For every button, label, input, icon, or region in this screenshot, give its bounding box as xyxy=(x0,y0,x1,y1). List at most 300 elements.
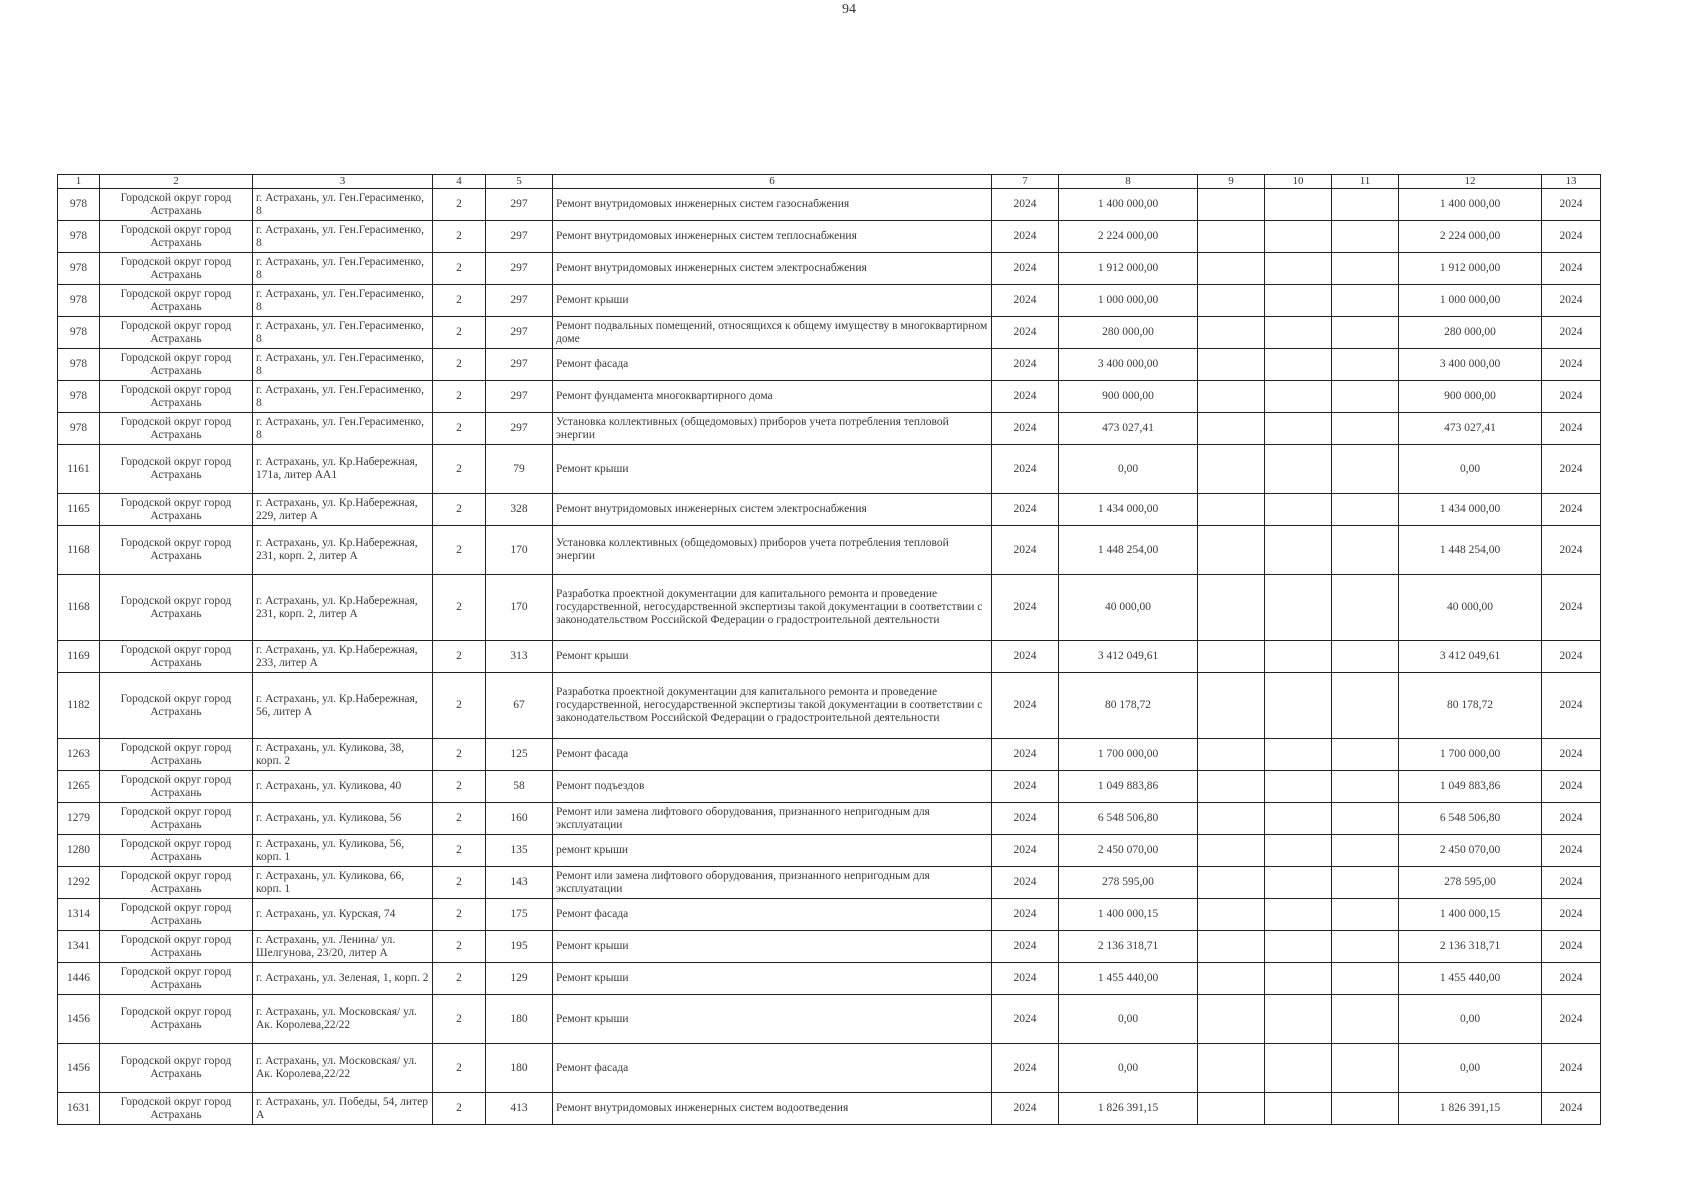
cell-col5: 297 xyxy=(486,381,553,413)
cell-col5: 297 xyxy=(486,221,553,253)
column-number: 1 xyxy=(58,175,100,189)
cell-year: 2024 xyxy=(992,317,1059,349)
cell-work-type: Ремонт подъездов xyxy=(553,771,992,803)
cell-col11 xyxy=(1332,1093,1399,1125)
cell-col11 xyxy=(1332,189,1399,221)
cell-total-cost: 473 027,41 xyxy=(1059,413,1198,445)
cell-municipality: Городской округ город Астрахань xyxy=(100,221,253,253)
cell-address: г. Астрахань, ул. Кр.Набережная, 233, литер А xyxy=(253,641,433,673)
cell-col13: 2024 xyxy=(1542,221,1601,253)
cell-municipality: Городской округ город Астрахань xyxy=(100,835,253,867)
cell-address: г. Астрахань, ул. Ген.Герасименко, 8 xyxy=(253,349,433,381)
cell-col5: 413 xyxy=(486,1093,553,1125)
cell-house-id: 978 xyxy=(58,221,100,253)
cell-col5: 297 xyxy=(486,413,553,445)
cell-year: 2024 xyxy=(992,221,1059,253)
cell-year: 2024 xyxy=(992,867,1059,899)
cell-col10 xyxy=(1265,673,1332,739)
cell-year: 2024 xyxy=(992,349,1059,381)
cell-col4: 2 xyxy=(433,575,486,641)
cell-col13: 2024 xyxy=(1542,673,1601,739)
table-row xyxy=(58,189,1601,221)
cell-col12: 1 000 000,00 xyxy=(1399,285,1542,317)
cell-col5: 160 xyxy=(486,803,553,835)
cell-col13: 2024 xyxy=(1542,867,1601,899)
cell-address: г. Астрахань, ул. Ген.Герасименко, 8 xyxy=(253,189,433,221)
column-number: 5 xyxy=(486,175,553,189)
cell-col4: 2 xyxy=(433,381,486,413)
cell-col4: 2 xyxy=(433,673,486,739)
cell-municipality: Городской округ город Астрахань xyxy=(100,445,253,494)
cell-col10 xyxy=(1265,995,1332,1044)
cell-municipality: Городской округ город Астрахань xyxy=(100,317,253,349)
cell-house-id: 1456 xyxy=(58,1044,100,1093)
cell-col10 xyxy=(1265,963,1332,995)
cell-house-id: 978 xyxy=(58,253,100,285)
cell-year: 2024 xyxy=(992,835,1059,867)
cell-year: 2024 xyxy=(992,575,1059,641)
cell-col5: 297 xyxy=(486,285,553,317)
cell-col12: 1 448 254,00 xyxy=(1399,526,1542,575)
cell-col11 xyxy=(1332,221,1399,253)
cell-col4: 2 xyxy=(433,413,486,445)
cell-col4: 2 xyxy=(433,253,486,285)
cell-col12: 3 400 000,00 xyxy=(1399,349,1542,381)
cell-col13: 2024 xyxy=(1542,413,1601,445)
cell-col12: 1 912 000,00 xyxy=(1399,253,1542,285)
cell-total-cost: 1 700 000,00 xyxy=(1059,739,1198,771)
cell-col11 xyxy=(1332,931,1399,963)
cell-year: 2024 xyxy=(992,995,1059,1044)
repair-program-table xyxy=(57,174,1601,1125)
cell-col12: 0,00 xyxy=(1399,995,1542,1044)
cell-municipality: Городской округ город Астрахань xyxy=(100,285,253,317)
cell-col12: 2 224 000,00 xyxy=(1399,221,1542,253)
cell-year: 2024 xyxy=(992,381,1059,413)
cell-year: 2024 xyxy=(992,285,1059,317)
cell-col13: 2024 xyxy=(1542,771,1601,803)
cell-total-cost: 1 000 000,00 xyxy=(1059,285,1198,317)
cell-col11 xyxy=(1332,739,1399,771)
cell-col10 xyxy=(1265,803,1332,835)
cell-col4: 2 xyxy=(433,1044,486,1093)
cell-total-cost: 1 912 000,00 xyxy=(1059,253,1198,285)
table-row xyxy=(58,494,1601,526)
cell-total-cost: 1 400 000,15 xyxy=(1059,899,1198,931)
cell-col11 xyxy=(1332,317,1399,349)
cell-col13: 2024 xyxy=(1542,317,1601,349)
cell-col11 xyxy=(1332,526,1399,575)
cell-work-type: Установка коллективных (общедомовых) приборов учета потребления тепловой энергии xyxy=(553,526,992,575)
cell-municipality: Городской округ город Астрахань xyxy=(100,575,253,641)
cell-col4: 2 xyxy=(433,835,486,867)
cell-year: 2024 xyxy=(992,253,1059,285)
column-number: 12 xyxy=(1399,175,1542,189)
cell-col10 xyxy=(1265,1093,1332,1125)
table-row xyxy=(58,285,1601,317)
cell-address: г. Астрахань, ул. Куликова, 66, корп. 1 xyxy=(253,867,433,899)
table-row xyxy=(58,867,1601,899)
table-row xyxy=(58,995,1601,1044)
cell-address: г. Астрахань, ул. Кр.Набережная, 231, корп. 2, литер А xyxy=(253,526,433,575)
cell-house-id: 1263 xyxy=(58,739,100,771)
cell-col5: 180 xyxy=(486,1044,553,1093)
cell-col4: 2 xyxy=(433,317,486,349)
cell-col12: 40 000,00 xyxy=(1399,575,1542,641)
cell-col9 xyxy=(1198,963,1265,995)
cell-municipality: Городской округ город Астрахань xyxy=(100,673,253,739)
cell-col13: 2024 xyxy=(1542,494,1601,526)
cell-col11 xyxy=(1332,445,1399,494)
cell-total-cost: 1 455 440,00 xyxy=(1059,963,1198,995)
column-number: 8 xyxy=(1059,175,1198,189)
cell-col9 xyxy=(1198,413,1265,445)
cell-col4: 2 xyxy=(433,867,486,899)
cell-col12: 0,00 xyxy=(1399,1044,1542,1093)
table-row xyxy=(58,771,1601,803)
cell-col5: 67 xyxy=(486,673,553,739)
cell-work-type: Ремонт крыши xyxy=(553,641,992,673)
cell-house-id: 1182 xyxy=(58,673,100,739)
cell-col13: 2024 xyxy=(1542,253,1601,285)
cell-municipality: Городской округ город Астрахань xyxy=(100,803,253,835)
cell-total-cost: 1 448 254,00 xyxy=(1059,526,1198,575)
cell-col9 xyxy=(1198,253,1265,285)
cell-col12: 2 136 318,71 xyxy=(1399,931,1542,963)
cell-col13: 2024 xyxy=(1542,1093,1601,1125)
cell-total-cost: 40 000,00 xyxy=(1059,575,1198,641)
cell-col12: 280 000,00 xyxy=(1399,317,1542,349)
cell-work-type: Ремонт крыши xyxy=(553,285,992,317)
cell-col11 xyxy=(1332,253,1399,285)
cell-col12: 1 700 000,00 xyxy=(1399,739,1542,771)
cell-year: 2024 xyxy=(992,494,1059,526)
cell-col9 xyxy=(1198,931,1265,963)
cell-total-cost: 278 595,00 xyxy=(1059,867,1198,899)
cell-municipality: Городской округ город Астрахань xyxy=(100,641,253,673)
cell-total-cost: 1 434 000,00 xyxy=(1059,494,1198,526)
cell-col13: 2024 xyxy=(1542,641,1601,673)
cell-col9 xyxy=(1198,771,1265,803)
cell-work-type: Ремонт внутридомовых инженерных систем электроснабжения xyxy=(553,494,992,526)
table-row xyxy=(58,445,1601,494)
cell-work-type: Ремонт внутридомовых инженерных систем газоснабжения xyxy=(553,189,992,221)
cell-col13: 2024 xyxy=(1542,899,1601,931)
cell-municipality: Городской округ город Астрахань xyxy=(100,189,253,221)
cell-municipality: Городской округ город Астрахань xyxy=(100,867,253,899)
cell-col9 xyxy=(1198,1093,1265,1125)
cell-total-cost: 0,00 xyxy=(1059,445,1198,494)
table-row xyxy=(58,899,1601,931)
cell-work-type: Ремонт крыши xyxy=(553,931,992,963)
table-row xyxy=(58,931,1601,963)
cell-municipality: Городской округ город Астрахань xyxy=(100,1093,253,1125)
cell-col5: 328 xyxy=(486,494,553,526)
cell-work-type: Ремонт фундамента многоквартирного дома xyxy=(553,381,992,413)
cell-address: г. Астрахань, ул. Московская/ ул. Ак. Королева,22/22 xyxy=(253,995,433,1044)
cell-col12: 1 049 883,86 xyxy=(1399,771,1542,803)
column-number-row xyxy=(58,175,1601,189)
cell-house-id: 1169 xyxy=(58,641,100,673)
cell-work-type: Установка коллективных (общедомовых) приборов учета потребления тепловой энергии xyxy=(553,413,992,445)
cell-col10 xyxy=(1265,1044,1332,1093)
cell-total-cost: 2 136 318,71 xyxy=(1059,931,1198,963)
cell-col11 xyxy=(1332,771,1399,803)
cell-house-id: 1265 xyxy=(58,771,100,803)
cell-col12: 1 434 000,00 xyxy=(1399,494,1542,526)
cell-col13: 2024 xyxy=(1542,575,1601,641)
cell-col11 xyxy=(1332,285,1399,317)
cell-year: 2024 xyxy=(992,771,1059,803)
cell-total-cost: 1 049 883,86 xyxy=(1059,771,1198,803)
cell-col11 xyxy=(1332,899,1399,931)
cell-col13: 2024 xyxy=(1542,963,1601,995)
cell-address: г. Астрахань, ул. Куликова, 56 xyxy=(253,803,433,835)
cell-municipality: Городской округ город Астрахань xyxy=(100,413,253,445)
cell-year: 2024 xyxy=(992,445,1059,494)
cell-col10 xyxy=(1265,641,1332,673)
cell-col12: 3 412 049,61 xyxy=(1399,641,1542,673)
cell-total-cost: 900 000,00 xyxy=(1059,381,1198,413)
column-number: 6 xyxy=(553,175,992,189)
cell-total-cost: 3 400 000,00 xyxy=(1059,349,1198,381)
cell-address: г. Астрахань, ул. Ген.Герасименко, 8 xyxy=(253,285,433,317)
cell-total-cost: 0,00 xyxy=(1059,995,1198,1044)
cell-col4: 2 xyxy=(433,641,486,673)
cell-col11 xyxy=(1332,349,1399,381)
cell-col4: 2 xyxy=(433,526,486,575)
page-number: 94 xyxy=(842,2,856,17)
cell-year: 2024 xyxy=(992,673,1059,739)
cell-address: г. Астрахань, ул. Ген.Герасименко, 8 xyxy=(253,317,433,349)
cell-col4: 2 xyxy=(433,445,486,494)
cell-total-cost: 6 548 506,80 xyxy=(1059,803,1198,835)
cell-year: 2024 xyxy=(992,1044,1059,1093)
cell-col10 xyxy=(1265,867,1332,899)
table-row xyxy=(58,253,1601,285)
cell-house-id: 1161 xyxy=(58,445,100,494)
cell-col4: 2 xyxy=(433,189,486,221)
cell-col13: 2024 xyxy=(1542,931,1601,963)
cell-col12: 80 178,72 xyxy=(1399,673,1542,739)
cell-col4: 2 xyxy=(433,1093,486,1125)
cell-work-type: Ремонт подвальных помещений, относящихся к общему имуществу в многоквартирном доме xyxy=(553,317,992,349)
cell-municipality: Городской округ город Астрахань xyxy=(100,253,253,285)
cell-house-id: 1280 xyxy=(58,835,100,867)
cell-col9 xyxy=(1198,739,1265,771)
cell-address: г. Астрахань, ул. Ген.Герасименко, 8 xyxy=(253,413,433,445)
cell-house-id: 1314 xyxy=(58,899,100,931)
cell-total-cost: 1 400 000,00 xyxy=(1059,189,1198,221)
table-row xyxy=(58,963,1601,995)
cell-col12: 1 455 440,00 xyxy=(1399,963,1542,995)
cell-col5: 297 xyxy=(486,349,553,381)
cell-col13: 2024 xyxy=(1542,349,1601,381)
cell-col9 xyxy=(1198,189,1265,221)
cell-municipality: Городской округ город Астрахань xyxy=(100,963,253,995)
cell-col9 xyxy=(1198,221,1265,253)
cell-municipality: Городской округ город Астрахань xyxy=(100,526,253,575)
cell-house-id: 1292 xyxy=(58,867,100,899)
cell-col11 xyxy=(1332,963,1399,995)
cell-col10 xyxy=(1265,285,1332,317)
table-row xyxy=(58,1044,1601,1093)
column-number: 7 xyxy=(992,175,1059,189)
cell-col9 xyxy=(1198,285,1265,317)
cell-col5: 143 xyxy=(486,867,553,899)
cell-col4: 2 xyxy=(433,995,486,1044)
cell-municipality: Городской округ город Астрахань xyxy=(100,381,253,413)
cell-work-type: Разработка проектной документации для капитального ремонта и проведение государственной, негосударственной экспертизы такой документации в соответствии с законодательством Российской Федерации о градостроительной деятельности xyxy=(553,673,992,739)
cell-address: г. Астрахань, ул. Зеленая, 1, корп. 2 xyxy=(253,963,433,995)
cell-municipality: Городской округ город Астрахань xyxy=(100,931,253,963)
cell-year: 2024 xyxy=(992,641,1059,673)
cell-house-id: 1446 xyxy=(58,963,100,995)
cell-col4: 2 xyxy=(433,349,486,381)
cell-house-id: 1168 xyxy=(58,575,100,641)
column-number: 10 xyxy=(1265,175,1332,189)
cell-municipality: Городской округ город Астрахань xyxy=(100,1044,253,1093)
cell-col10 xyxy=(1265,253,1332,285)
cell-col4: 2 xyxy=(433,771,486,803)
cell-municipality: Городской округ город Астрахань xyxy=(100,494,253,526)
cell-col11 xyxy=(1332,575,1399,641)
cell-col11 xyxy=(1332,995,1399,1044)
cell-col10 xyxy=(1265,445,1332,494)
table-row xyxy=(58,317,1601,349)
table-row xyxy=(58,803,1601,835)
cell-col9 xyxy=(1198,641,1265,673)
cell-col4: 2 xyxy=(433,931,486,963)
table-row xyxy=(58,575,1601,641)
cell-address: г. Астрахань, ул. Ген.Герасименко, 8 xyxy=(253,381,433,413)
cell-col5: 297 xyxy=(486,317,553,349)
cell-house-id: 978 xyxy=(58,317,100,349)
cell-col10 xyxy=(1265,413,1332,445)
cell-col5: 297 xyxy=(486,253,553,285)
cell-col12: 1 826 391,15 xyxy=(1399,1093,1542,1125)
cell-house-id: 1168 xyxy=(58,526,100,575)
table-row xyxy=(58,381,1601,413)
cell-year: 2024 xyxy=(992,963,1059,995)
cell-col5: 313 xyxy=(486,641,553,673)
cell-house-id: 978 xyxy=(58,189,100,221)
cell-col10 xyxy=(1265,575,1332,641)
cell-col4: 2 xyxy=(433,803,486,835)
cell-col10 xyxy=(1265,899,1332,931)
cell-work-type: Ремонт фасада xyxy=(553,349,992,381)
cell-work-type: Ремонт или замена лифтового оборудования, признанного непригодным для эксплуатации xyxy=(553,803,992,835)
cell-address: г. Астрахань, ул. Победы, 54, литер А xyxy=(253,1093,433,1125)
cell-address: г. Астрахань, ул. Кр.Набережная, 229, литер А xyxy=(253,494,433,526)
cell-col5: 135 xyxy=(486,835,553,867)
cell-address: г. Астрахань, ул. Ген.Герасименко, 8 xyxy=(253,221,433,253)
cell-address: г. Астрахань, ул. Кр.Набережная, 56, литер А xyxy=(253,673,433,739)
cell-col13: 2024 xyxy=(1542,995,1601,1044)
cell-col5: 129 xyxy=(486,963,553,995)
cell-col13: 2024 xyxy=(1542,285,1601,317)
cell-col12: 278 595,00 xyxy=(1399,867,1542,899)
cell-col9 xyxy=(1198,835,1265,867)
cell-col11 xyxy=(1332,835,1399,867)
cell-col9 xyxy=(1198,899,1265,931)
cell-year: 2024 xyxy=(992,931,1059,963)
cell-year: 2024 xyxy=(992,413,1059,445)
cell-col13: 2024 xyxy=(1542,381,1601,413)
cell-total-cost: 80 178,72 xyxy=(1059,673,1198,739)
cell-address: г. Астрахань, ул. Куликова, 56, корп. 1 xyxy=(253,835,433,867)
cell-col10 xyxy=(1265,189,1332,221)
cell-col11 xyxy=(1332,1044,1399,1093)
cell-col10 xyxy=(1265,526,1332,575)
table-row xyxy=(58,673,1601,739)
cell-col9 xyxy=(1198,673,1265,739)
table-row xyxy=(58,641,1601,673)
column-number: 4 xyxy=(433,175,486,189)
table-row xyxy=(58,835,1601,867)
cell-address: г. Астрахань, ул. Ленина/ ул. Шелгунова, 23/20, литер А xyxy=(253,931,433,963)
cell-house-id: 1279 xyxy=(58,803,100,835)
cell-address: г. Астрахань, ул. Московская/ ул. Ак. Королева,22/22 xyxy=(253,1044,433,1093)
cell-col9 xyxy=(1198,349,1265,381)
cell-col12: 473 027,41 xyxy=(1399,413,1542,445)
cell-address: г. Астрахань, ул. Куликова, 40 xyxy=(253,771,433,803)
cell-col4: 2 xyxy=(433,739,486,771)
cell-col11 xyxy=(1332,673,1399,739)
cell-total-cost: 2 224 000,00 xyxy=(1059,221,1198,253)
cell-col12: 0,00 xyxy=(1399,445,1542,494)
cell-col9 xyxy=(1198,445,1265,494)
cell-total-cost: 2 450 070,00 xyxy=(1059,835,1198,867)
cell-col5: 58 xyxy=(486,771,553,803)
cell-municipality: Городской округ город Астрахань xyxy=(100,771,253,803)
cell-col11 xyxy=(1332,413,1399,445)
column-number: 13 xyxy=(1542,175,1601,189)
column-number: 11 xyxy=(1332,175,1399,189)
cell-col5: 125 xyxy=(486,739,553,771)
cell-municipality: Городской округ город Астрахань xyxy=(100,899,253,931)
cell-col9 xyxy=(1198,995,1265,1044)
cell-house-id: 978 xyxy=(58,349,100,381)
cell-col5: 79 xyxy=(486,445,553,494)
cell-year: 2024 xyxy=(992,803,1059,835)
cell-col5: 170 xyxy=(486,575,553,641)
cell-work-type: Ремонт или замена лифтового оборудования, признанного непригодным для эксплуатации xyxy=(553,867,992,899)
cell-year: 2024 xyxy=(992,739,1059,771)
cell-address: г. Астрахань, ул. Курская, 74 xyxy=(253,899,433,931)
cell-total-cost: 3 412 049,61 xyxy=(1059,641,1198,673)
cell-col12: 2 450 070,00 xyxy=(1399,835,1542,867)
cell-house-id: 1341 xyxy=(58,931,100,963)
cell-col10 xyxy=(1265,494,1332,526)
cell-house-id: 978 xyxy=(58,413,100,445)
cell-work-type: Разработка проектной документации для капитального ремонта и проведение государственной, негосударственной экспертизы такой документации в соответствии с законодательством Российской Федерации о градостроительной деятельности xyxy=(553,575,992,641)
cell-house-id: 1631 xyxy=(58,1093,100,1125)
cell-work-type: Ремонт внутридомовых инженерных систем водоотведения xyxy=(553,1093,992,1125)
cell-col13: 2024 xyxy=(1542,189,1601,221)
cell-col5: 170 xyxy=(486,526,553,575)
cell-work-type: Ремонт фасада xyxy=(553,1044,992,1093)
cell-work-type: Ремонт фасада xyxy=(553,899,992,931)
cell-col13: 2024 xyxy=(1542,739,1601,771)
table-row xyxy=(58,349,1601,381)
cell-col10 xyxy=(1265,349,1332,381)
cell-work-type: Ремонт фасада xyxy=(553,739,992,771)
cell-col13: 2024 xyxy=(1542,445,1601,494)
cell-col12: 1 400 000,15 xyxy=(1399,899,1542,931)
cell-year: 2024 xyxy=(992,189,1059,221)
cell-col11 xyxy=(1332,381,1399,413)
